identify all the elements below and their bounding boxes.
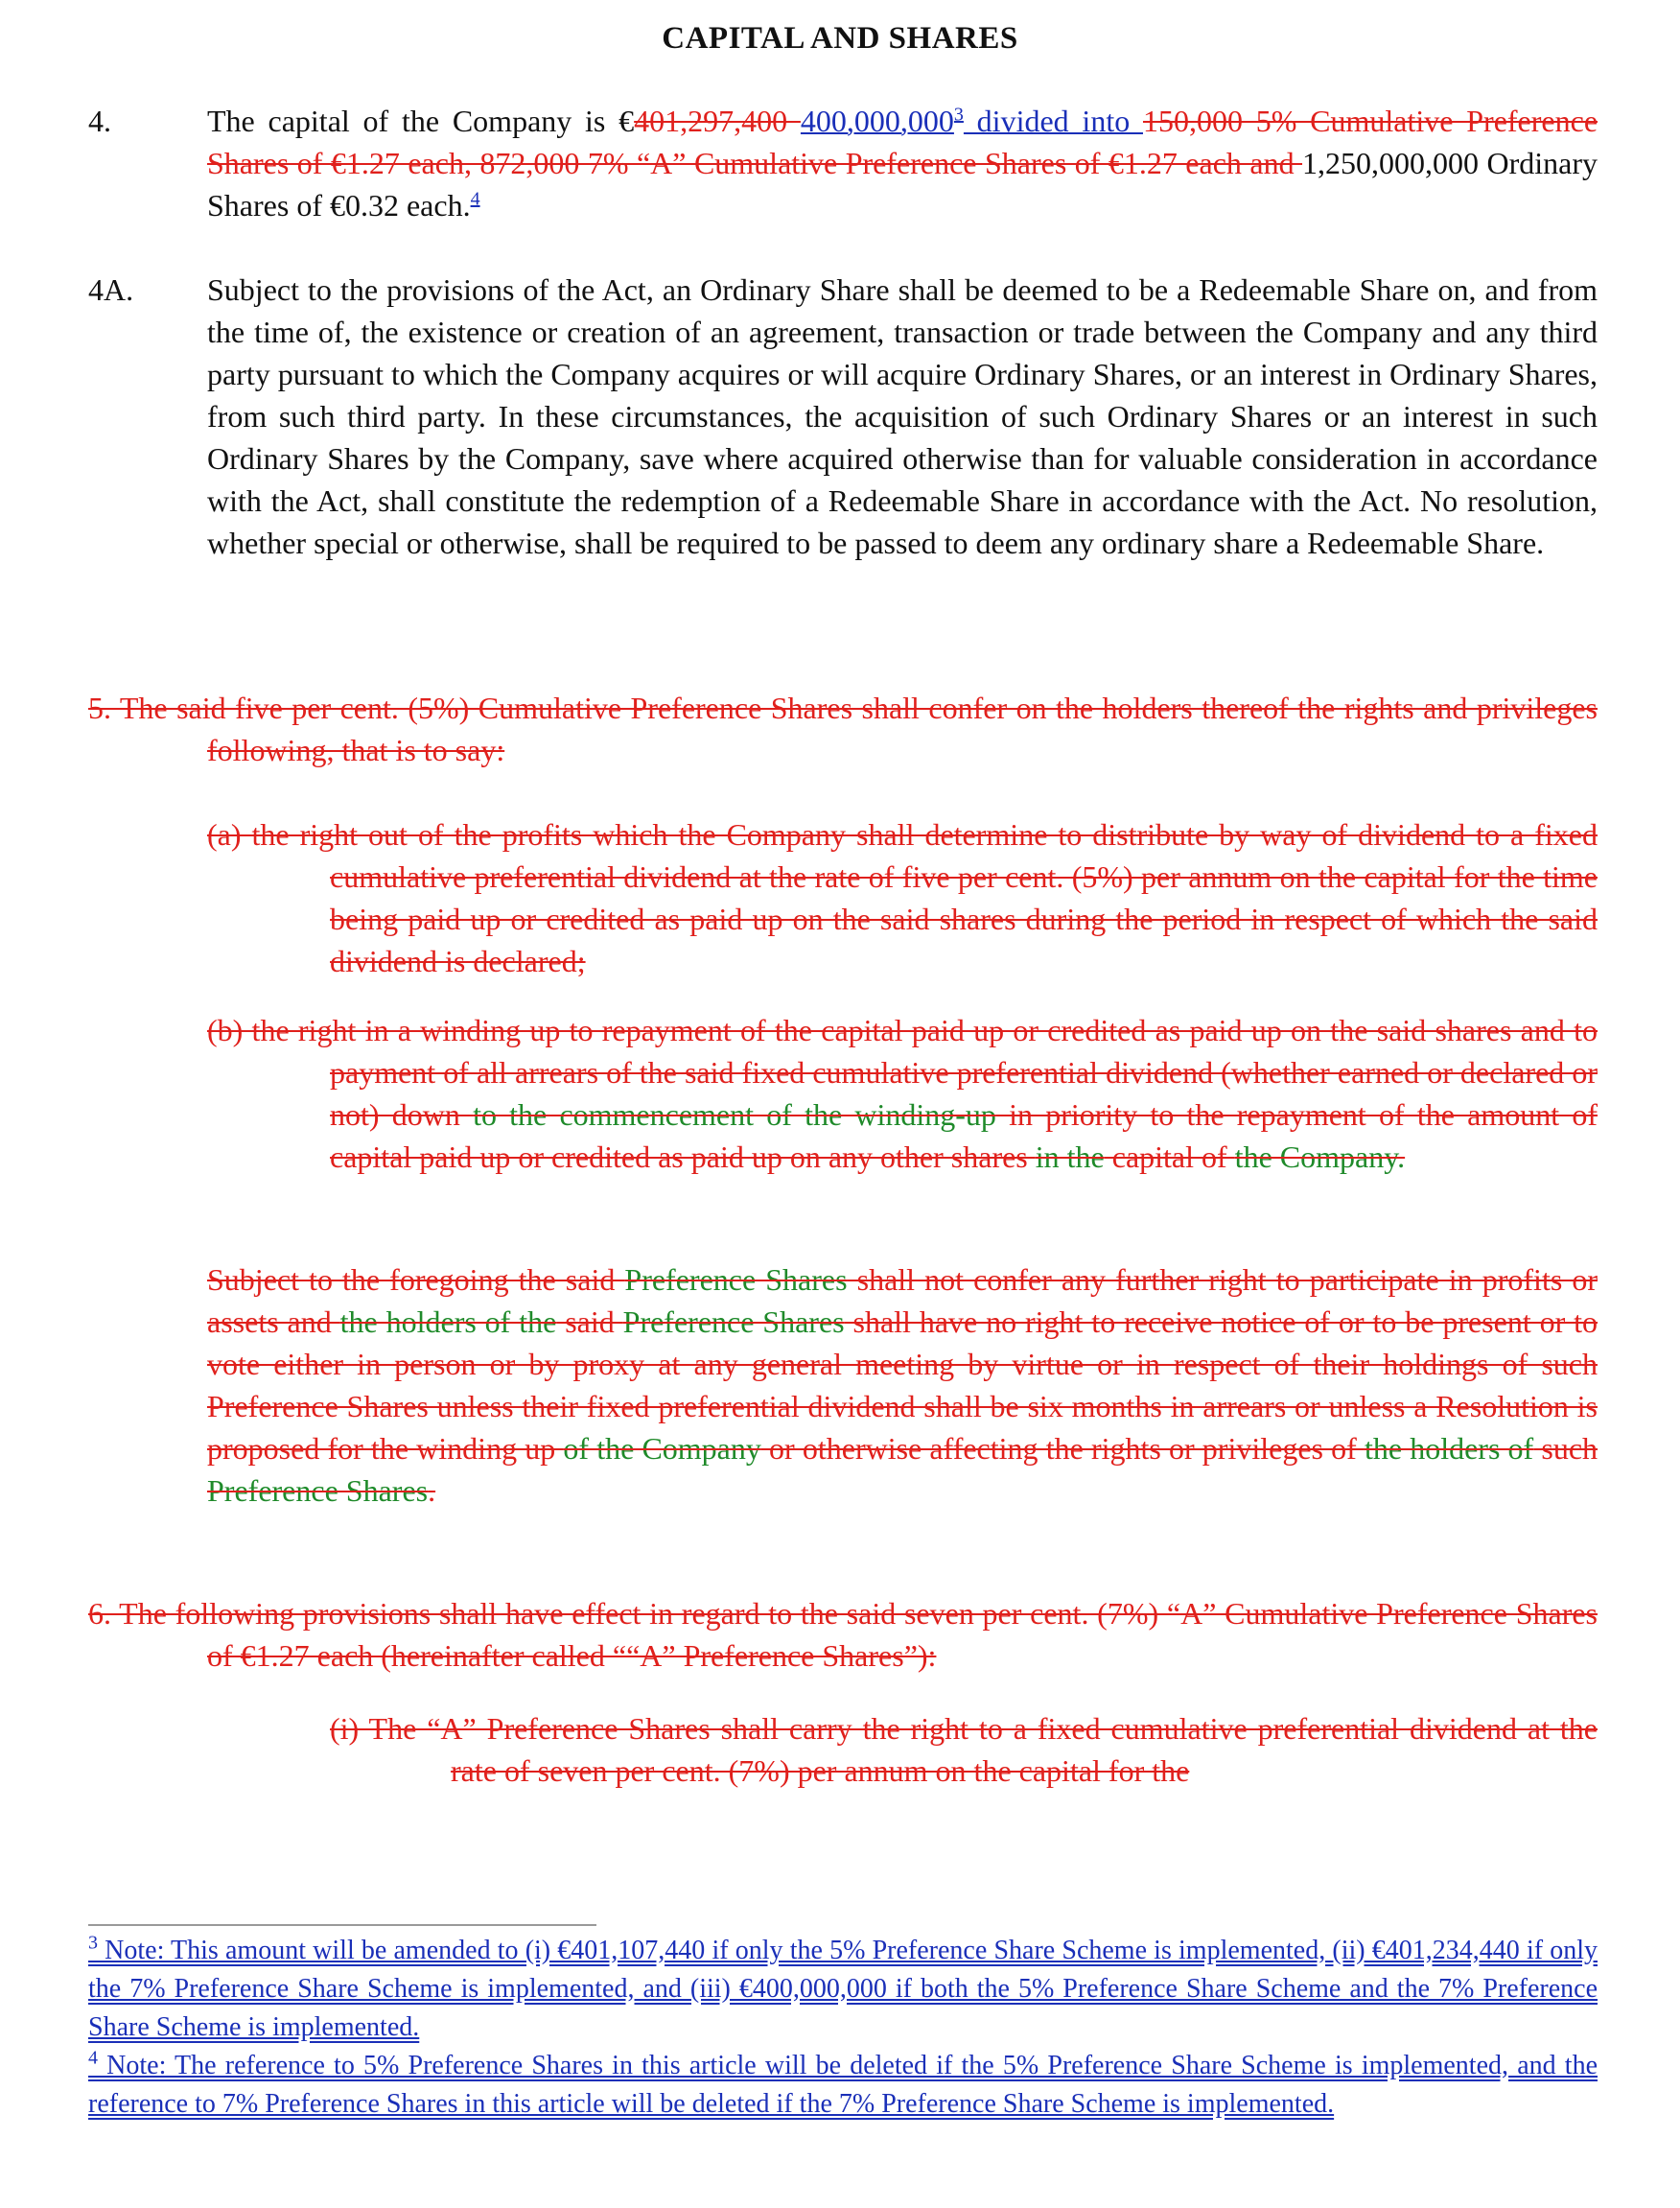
clause-6-intro: 6. The following provisions shall have effect in regard to the said seven per cent. (7%) “A” Cumulative Preference Shares of €1.27 each (hereinafter called ““A” Preference Shares”): bbox=[88, 1596, 1598, 1673]
footnote-ref-3[interactable]: 3 bbox=[953, 104, 964, 126]
clause-5-item-b: (b) the right in a winding up to repayment of the capital paid up or credited as paid up on the said shares and to payment of all arrears of the said fixed cumulative preferential dividend (whether earned or declared or not) down to the commencement of the winding-up in priority to the repayment of the amount of capital paid up or credited as paid up on any other shares in the capital of the Company. bbox=[207, 1013, 1598, 1174]
clause-4-inserted-amount: 400,000,000 bbox=[800, 104, 954, 138]
clause-4a-text: Subject to the provisions of the Act, an Ordinary Share shall be deemed to be a Redeemable Share on, and from the time of, the existence or creation of an agreement, transaction or trade between the Company and any third party pursuant to which the Company acquires or will acquire Ordinary Shares, or an interest in Ordinary Shares, from such third party. In these circumstances, the acquisition of such Ordinary Shares or an interest in such Ordinary Shares by the Company, save where acquired otherwise than for valuable consideration in accordance with the Act, shall constitute the redemption of a Redeemable Share in accordance with the Act. No resolution, whether special or otherwise, shall be required to be passed to deem any ordinary share a Redeemable Share. bbox=[207, 272, 1598, 560]
footnote-4-mark: 4 bbox=[88, 2047, 98, 2069]
clause-4-deleted-amount: 401,297,400 bbox=[634, 104, 801, 138]
footnote-ref-4[interactable]: 4 bbox=[470, 188, 480, 210]
footnote-3-mark: 3 bbox=[88, 1932, 98, 1954]
footnote-3 bbox=[88, 1932, 1598, 2047]
footnote-4-text: Note: The reference to 5% Preference Shares in this article will be deleted if the 5% Preference Share Scheme is implemented, and the reference to 7% Preference Shares in this article will be deleted if the 7% Preference Share Scheme is implemented. bbox=[88, 2051, 1598, 2119]
clause-4a-number: 4A. bbox=[88, 272, 134, 307]
clause-4-intro: The capital of the Company is € bbox=[207, 104, 635, 138]
clause-4-deleted-shares: 150,000 5% Cumulative Preference Shares of €1.27 each, 872,000 7% “A” Cumulative Preference Shares of €1.27 each and bbox=[207, 104, 1598, 180]
page-title: CAPITAL AND SHARES bbox=[662, 21, 1018, 56]
clause-5-item-a: (a) the right out of the profits which the Company shall determine to distribute by way of dividend to a fixed cumulative preferential dividend at the rate of five per cent. (5%) per annum on the capital for the time being paid up or credited as paid up on the said shares during the period in respect of which the said dividend is declared; bbox=[207, 817, 1598, 978]
footnote-3-text: Note: This amount will be amended to (i) €401,107,440 if only the 5% Preference Share Scheme is implemented, (ii) €401,234,440 if only the 7% Preference Share Scheme is implemented, and (iii) €400,000,000 if both the 5% Preference Share Scheme and the 7% Preference Share Scheme is implemented. bbox=[88, 1936, 1598, 2042]
clause-4-middle: divided into bbox=[963, 104, 1143, 138]
footnote-separator bbox=[88, 1924, 596, 1926]
clause-5-intro: 5. The said five per cent. (5%) Cumulative Preference Shares shall confer on the holders thereof the rights and privileges following, that is to say: bbox=[88, 691, 1598, 767]
clause-5-subject-paragraph: Subject to the foregoing the said Preference Shares shall not confer any further right to participate in profits or assets and the holders of the said Preference Shares shall have no right to receive notice of or to be present or to vote either in person or by proxy at any general meeting by virtue or in respect of their holdings of such Preference Shares unless their fixed preferential dividend shall be six months in arrears or unless a Resolution is proposed for the winding up of the Company or otherwise affecting the rights or privileges of the holders of such Preference Shares. bbox=[207, 1262, 1598, 1508]
clause-4-ordinary: 1,250,000,000 Ordinary Shares of €0.32 each. bbox=[207, 146, 1598, 223]
clause-6-item-i: (i) The “A” Preference Shares shall carry the right to a fixed cumulative preferential dividend at the rate of seven per cent. (7%) per annum on the capital for the bbox=[330, 1711, 1598, 1788]
footnotes bbox=[88, 1932, 1598, 2124]
footnote-4 bbox=[88, 2047, 1598, 2124]
clause-4-number: 4. bbox=[88, 104, 111, 138]
clause-4-text bbox=[207, 100, 1598, 226]
